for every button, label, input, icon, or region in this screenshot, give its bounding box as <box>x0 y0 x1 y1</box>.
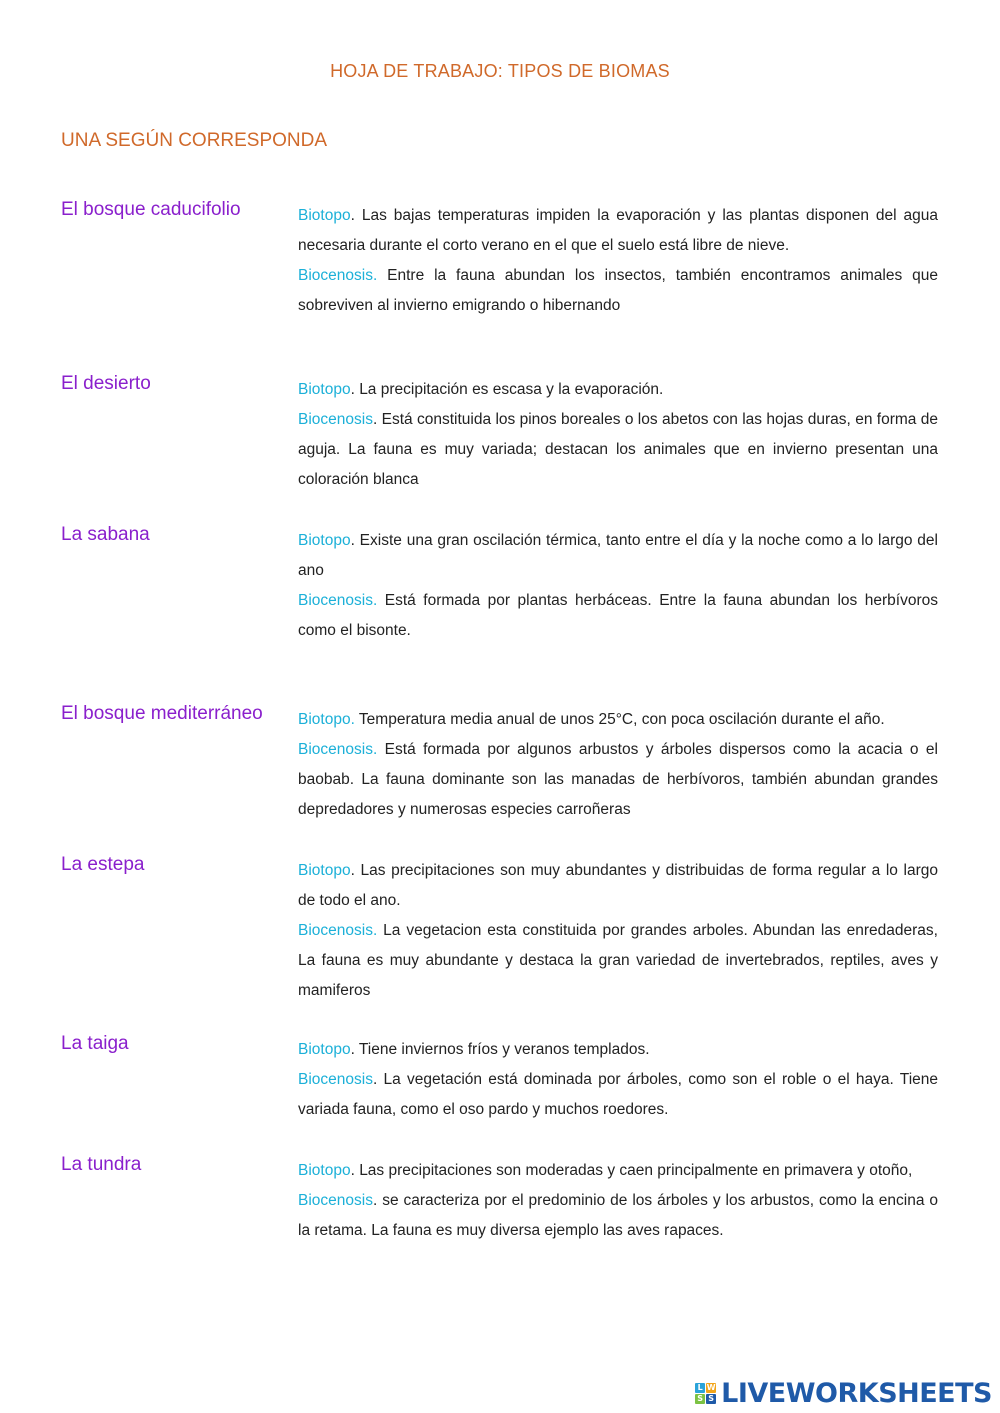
biocenosis-text: . La vegetación está dominada por árboles, como son el roble o el haya. Tiene variada fauna, como el oso pardo y muchos roedores. <box>298 1071 938 1118</box>
biome-description[interactable] <box>298 201 938 321</box>
biome-name[interactable]: La sabana <box>61 524 150 545</box>
biotopo-text: . Las precipitaciones son muy abundantes y distribuidas de forma regular a lo largo de todo el ano. <box>298 862 938 909</box>
biocenosis-text: Entre la fauna abundan los insectos, también encontramos animales que sobreviven al invierno emigrando o hibernando <box>298 267 938 314</box>
biocenosis-label: Biocenosis. <box>298 741 378 758</box>
biotopo-label: Biotopo <box>298 1041 351 1058</box>
logo-letter: S <box>706 1394 716 1404</box>
biotopo-label: Biotopo. <box>298 711 355 728</box>
biocenosis-text: . Está constituida los pinos boreales o los abetos con las hojas duras, en forma de aguja. La fauna es muy variada; destacan los animales que en invierno presentan una coloración blanca <box>298 411 938 488</box>
biome-description[interactable] <box>298 375 938 495</box>
liveworksheets-logo <box>695 1378 992 1409</box>
biocenosis-text: La vegetacion esta constituida por grandes arboles. Abundan las enredaderas, La fauna es muy abundante y destaca la gran variedad de invertebrados, reptiles, aves y mamiferos <box>298 922 938 999</box>
biotopo-label: Biotopo <box>298 862 351 879</box>
biotopo-text: . Las precipitaciones son moderadas y caen principalmente en primavera y otoño, <box>350 1162 913 1179</box>
biome-name[interactable]: El desierto <box>61 373 151 394</box>
liveworksheets-logo-icon <box>695 1383 716 1404</box>
biocenosis-text: Está formada por algunos arbustos y árboles dispersos como la acacia o el baobab. La fauna dominante son las manadas de herbívoros, también abundan grandes depredadores y numerosas especies carroñeras <box>298 741 938 818</box>
biocenosis-label: Biocenosis. <box>298 267 378 284</box>
biome-name[interactable]: La estepa <box>61 854 145 875</box>
biotopo-text: . La precipitación es escasa y la evaporación. <box>350 381 664 398</box>
biocenosis-text: . se caracteriza por el predominio de los árboles y los arbustos, como la encina o la retama. La fauna es muy diversa ejemplo las aves rapaces. <box>298 1192 938 1239</box>
biome-description[interactable] <box>298 705 938 825</box>
biome-description[interactable] <box>298 526 938 646</box>
biome-name[interactable]: La tundra <box>61 1154 142 1175</box>
biocenosis-label: Biocenosis <box>298 411 373 428</box>
biotopo-text: Temperatura media anual de unos 25°C, con poca oscilación durante el año. <box>354 711 885 728</box>
biotopo-label: Biotopo <box>298 532 351 549</box>
biotopo-label: Biotopo <box>298 381 351 398</box>
biome-description[interactable] <box>298 856 938 1006</box>
biocenosis-label: Biocenosis. <box>298 592 378 609</box>
biome-description[interactable] <box>298 1035 938 1125</box>
biocenosis-label: Biocenosis <box>298 1192 373 1209</box>
biotopo-text: . Existe una gran oscilación térmica, tanto entre el día y la noche como a lo largo del ano <box>298 532 938 579</box>
instructions-heading: UNA SEGÚN CORRESPONDA <box>61 130 328 151</box>
logo-text: LIVEWORKSHEETS <box>721 1378 992 1409</box>
logo-letter: W <box>706 1383 716 1392</box>
biome-description[interactable] <box>298 1156 938 1246</box>
biome-name[interactable]: El bosque mediterráneo <box>61 703 263 724</box>
logo-letter: S <box>695 1394 705 1404</box>
biotopo-label: Biotopo <box>298 1162 351 1179</box>
logo-letter: L <box>695 1383 705 1393</box>
biome-name[interactable]: El bosque caducifolio <box>61 199 241 220</box>
biotopo-label: Biotopo <box>298 207 351 224</box>
biome-name[interactable]: La taiga <box>61 1033 129 1054</box>
biotopo-text: . Tiene inviernos fríos y veranos templados. <box>350 1041 650 1058</box>
page-title: HOJA DE TRABAJO: TIPOS DE BIOMAS <box>330 61 670 81</box>
biocenosis-label: Biocenosis <box>298 1071 373 1088</box>
biotopo-text: . Las bajas temperaturas impiden la evaporación y las plantas disponen del agua necesaria durante el corto verano en el que el suelo está libre de nieve. <box>298 207 938 254</box>
biocenosis-label: Biocenosis. <box>298 922 378 939</box>
biocenosis-text: Está formada por plantas herbáceas. Entre la fauna abundan los herbívoros como el bisonte. <box>298 592 938 639</box>
